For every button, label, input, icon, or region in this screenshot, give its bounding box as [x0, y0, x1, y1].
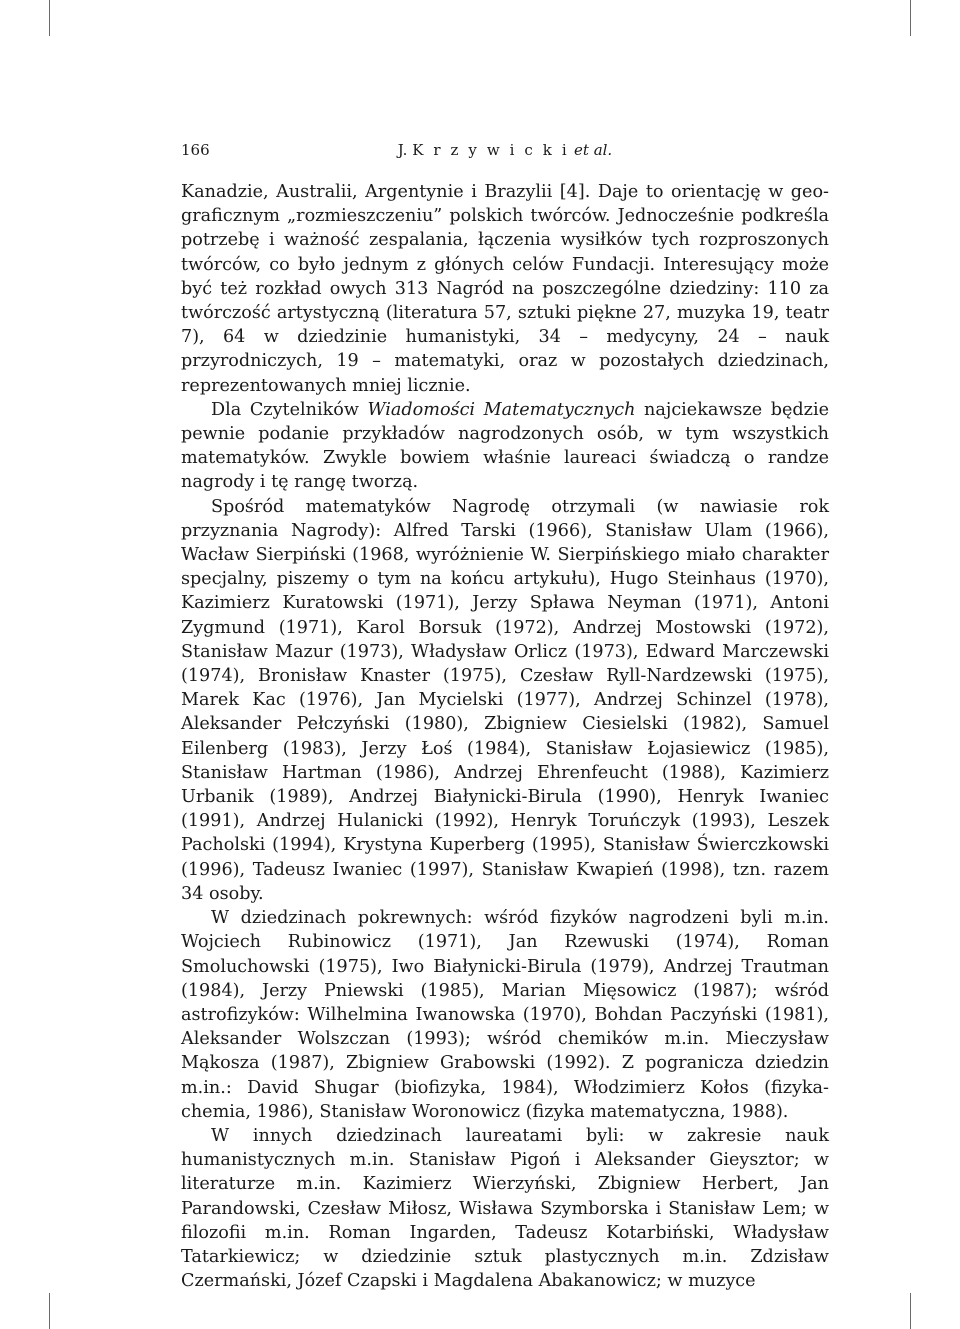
- paragraph-1: Kanadzie, Australii, Argentynie i Brazylii [4]. Daje to orientację w geograficznym „rozmieszczeniu” polskich twórców. Jednocześnie podkreśla potrzebę i ważność zespalania, łączenia wysiłków tych rozproszonych twórców, co było jednym z głónych celów Fundacji. Interesujący może być też rozkład owych 313 Nagród na poszczególne dziedziny: 110 za twórczość artystyczną (literatura 57, sztuki piękne 27, muzyka 19, teatr 7), 64 w dziedzinie humanistyki, 34 – medycyny, 24 – nauk przyrodniczych, 19 – matematyki, oraz w pozostałych dziedzinach, reprezentowanych mniej licznie.: [181, 182, 829, 396]
- running-head: [181, 141, 829, 159]
- crop-mark-top-right: [910, 0, 911, 36]
- paragraph-2-after: najciekawsze będzie pewnie podanie przykładów nagrodzonych osób, w tym wszystkich matematyków. Zwykle bowiem właśnie laureaci świadczą o randze nagrody i tę rangę tworzą.: [181, 399, 829, 493]
- author-initial: J.: [397, 141, 408, 159]
- author-name: K r z y w i c k i: [412, 141, 570, 159]
- crop-mark-bottom-right: [910, 1293, 911, 1329]
- paragraph-4: W dziedzinach pokrewnych: wśród fizyków nagrodzeni byli m.in. Wojciech Rubinowicz (1971), Jan Rzewuski (1974), Roman Smoluchowski (1975), Iwo Białynicki-Birula (1979), Andrzej Trautman (1984), Jerzy Pniewski (1985), Marian Mięsowicz (1987); wśród astrofizyków: Wilhelmina Iwanowska (1970), Bohdan Paczyński (1981), Aleksander Wolszczan (1993); wśród chemików m.in. Mieczysław Mąkosza (1987), Zbigniew Grabowski (1992). Z pogranicza dziedzin m.in.: David Shugar (biofizyka, 1984), Włodzimierz Kołos (fizyka-chemia, 1986), Stanisław Woronowicz (fizyka matematyczna, 1988).: [181, 908, 829, 1122]
- et-al: et al.: [574, 141, 613, 159]
- paragraph-3: Spośród matematyków Nagrodę otrzymali (w nawiasie rok przyznania Nagrody): Alfred Tarski (1966), Stanisław Ulam (1966), Wacław Sierpiński (1968, wyróżnienie W. Sierpińskiego miało charakter specjalny, piszemy o tym na końcu artykułu), Hugo Steinhaus (1970), Kazimierz Kuratowski (1971), Jerzy Spława Neyman (1971), Antoni Zygmund (1971), Karol Borsuk (1972), Andrzej Mostowski (1972), Stanisław Mazur (1973), Władysław Orlicz (1973), Edward Marczewski (1974), Bronisław Knaster (1975), Czesław Ryll-Nardzewski (1975), Marek Kac (1976), Jan Mycielski (1977), Andrzej Schinzel (1978), Aleksander Pełczyński (1980), Zbigniew Ciesielski (1982), Samuel Eilenberg (1983), Jerzy Łoś (1984), Stanisław Łojasiewicz (1985), Stanisław Hartman (1986), Andrzej Ehrenfeucht (1988), Kazimierz Urbanik (1989), Andrzej Białynicki-Birula (1990), Henryk Iwaniec (1991), Andrzej Hulanicki (1992), Henryk Toruńczyk (1993), Leszek Pacholski (1994), Krystyna Kuperberg (1995), Stanisław Świerczkowski (1996), Tadeusz Iwaniec (1997), Stanisław Kwapień (1998), tzn. razem 34 osoby.: [181, 496, 829, 904]
- paragraph-5: W innych dziedzinach laureatami byli: w zakresie nauk humanistycznych m.in. Stanisław Pigoń i Aleksander Gieysztor; w literaturze m.in. Kazimierz Wierzyński, Zbigniew Herbert, Jan Parandowski, Czesław Miłosz, Wisława Szymborska i Stanisław Lem; w filozofii m.in. Roman Ingarden, Tadeusz Kotarbiński, Władysław Tatarkiewicz; w dziedzinie sztuk plastycznych m.in. Zdzisław Czermański, Józef Czapski i Magdalena Abakanowicz; w muzyce: [181, 1125, 829, 1292]
- article-body: [181, 180, 829, 1293]
- page-number: 166: [181, 141, 210, 159]
- crop-mark-top-left: [49, 0, 50, 36]
- journal-title: Wiadomości Matematycznych: [367, 399, 636, 420]
- paragraph-2-before: Dla Czytelników: [211, 399, 368, 420]
- crop-mark-bottom-left: [49, 1293, 50, 1329]
- paragraph-2: [181, 398, 829, 495]
- page-header: [181, 136, 829, 164]
